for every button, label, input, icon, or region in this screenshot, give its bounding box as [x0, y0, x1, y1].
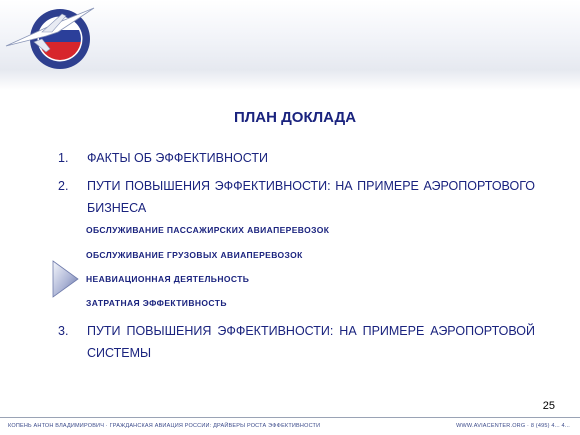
item-number: 2.	[58, 179, 69, 193]
subitem-cargo: ОБСЛУЖИВАНИЕ ГРУЗОВЫХ АВИАПЕРЕВОЗОК	[86, 250, 303, 260]
item-number: 1.	[58, 151, 69, 165]
footer-author: КОПЕНЬ АНТОН ВЛАДИМИРОВИЧ · ГРАЖДАНСКАЯ АВИАЦИЯ РОССИИ: ДРАЙВЕРЫ РОСТА ЭФФЕКТИВНОСТИ	[8, 423, 321, 429]
item-text: ФАКТЫ ОБ ЭФФЕКТИВНОСТИ	[87, 151, 268, 165]
subitem-passenger: ОБСЛУЖИВАНИЕ ПАССАЖИРСКИХ АВИАПЕРЕВОЗОК	[86, 225, 330, 235]
triangle-pointer-icon	[52, 260, 79, 298]
footer-divider	[0, 417, 580, 418]
item-text: ПУТИ ПОВЫШЕНИЯ ЭФФЕКТИВНОСТИ: НА ПРИМЕРЕ АЭРОПОРТОВОЙ СИСТЕМЫ	[87, 324, 535, 360]
slide-title: ПЛАН ДОКЛАДА	[233, 109, 357, 126]
item-text: ПУТИ ПОВЫШЕНИЯ ЭФФЕКТИВНОСТИ: НА ПРИМЕРЕ АЭРОПОРТОВОГО БИЗНЕСА	[87, 179, 535, 215]
item-number: 3.	[58, 324, 69, 338]
subitem-cost-efficiency: ЗАТРАТНАЯ ЭФФЕКТИВНОСТЬ	[86, 298, 227, 308]
page-number: 25	[542, 400, 555, 412]
subitem-non-aviation: НЕАВИАЦИОННАЯ ДЕЯТЕЛЬНОСТЬ	[86, 274, 250, 284]
footer-contact: WWW.AVIACENTER.ORG · 8 (495) 4... 4...	[456, 423, 570, 429]
aviation-agency-logo-icon	[4, 2, 96, 74]
